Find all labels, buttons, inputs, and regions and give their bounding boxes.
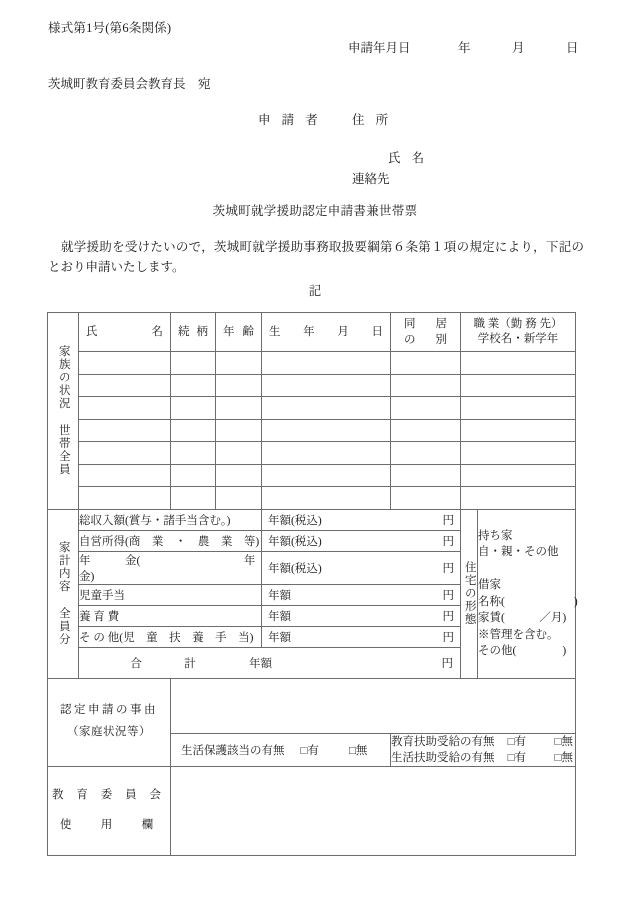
- housing-line-other[interactable]: その他( ): [478, 645, 567, 657]
- welfare-left-text: 生活保護該当の有無: [181, 744, 285, 757]
- cell-birthdate[interactable]: [262, 419, 391, 442]
- header-cohab-4: 別: [435, 333, 447, 346]
- income-label-gross: 総収入額(賞与・諸手当含む。): [79, 509, 262, 530]
- cell-occupation[interactable]: [461, 352, 576, 375]
- cell-occupation[interactable]: [461, 397, 576, 420]
- header-birth-3: 月: [337, 325, 349, 338]
- cell-cohabitation[interactable]: [391, 442, 461, 465]
- cell-age[interactable]: [216, 464, 262, 487]
- cell-name[interactable]: [79, 464, 171, 487]
- income-row: [48, 509, 576, 530]
- income-amount-gross[interactable]: [262, 509, 461, 530]
- committee-input-area[interactable]: [171, 766, 576, 855]
- cell-age[interactable]: [216, 487, 262, 510]
- income-amount-label: 年額(税込): [268, 514, 322, 527]
- family-row[interactable]: [48, 419, 576, 442]
- income-unit: 円: [442, 610, 454, 623]
- cell-relation[interactable]: [171, 419, 216, 442]
- income-unit: 円: [442, 589, 454, 602]
- cell-name[interactable]: [79, 397, 171, 420]
- income-label-other: そ の 他(児 童 扶 養 手 当): [79, 626, 262, 647]
- committee-label-cell: [48, 766, 171, 855]
- income-label-child-allowance: 児童手当: [79, 584, 262, 605]
- housing-line-owned: 持ち家: [478, 529, 513, 542]
- header-age-left: 年: [223, 325, 235, 338]
- header-cohab-3: の: [404, 333, 416, 346]
- income-amount-child-allowance[interactable]: [262, 584, 461, 605]
- income-unit: 円: [442, 562, 454, 575]
- reason-label-cell: [48, 678, 171, 766]
- column-header-cohabitation: [391, 313, 461, 352]
- applicant-name-label: 氏 名: [388, 151, 429, 165]
- welfare-right-living-no[interactable]: □無: [554, 751, 573, 764]
- application-date-year: 年: [458, 41, 471, 55]
- cell-relation[interactable]: [171, 464, 216, 487]
- committee-label-line1: 教 育 委 員 会: [52, 788, 166, 801]
- cell-age[interactable]: [216, 397, 262, 420]
- header-name-left: 氏: [86, 325, 98, 338]
- application-date-day: 日: [566, 41, 579, 55]
- column-header-name: [79, 313, 171, 352]
- cell-occupation[interactable]: [461, 487, 576, 510]
- cell-name[interactable]: [79, 442, 171, 465]
- cell-occupation[interactable]: [461, 419, 576, 442]
- income-amount-child-support[interactable]: [262, 605, 461, 626]
- column-header-age: [216, 313, 262, 352]
- column-header-occupation: [461, 313, 576, 352]
- reason-input-area[interactable]: [171, 678, 576, 733]
- housing-line-rental-name[interactable]: 名称( ): [478, 595, 578, 608]
- cell-birthdate[interactable]: [262, 352, 391, 375]
- reason-row: [48, 678, 576, 733]
- cell-occupation[interactable]: [461, 464, 576, 487]
- header-age-right: 齢: [242, 325, 254, 338]
- cell-cohabitation[interactable]: [391, 397, 461, 420]
- cell-relation[interactable]: [171, 397, 216, 420]
- cell-name[interactable]: [79, 487, 171, 510]
- column-header-relation: [171, 313, 216, 352]
- cell-age[interactable]: [216, 352, 262, 375]
- header-occupation-line1: 職 業（勤 務 先）: [473, 318, 563, 331]
- applicant-label: 申 請 者: [258, 113, 322, 127]
- family-row[interactable]: [48, 464, 576, 487]
- housing-line-rent[interactable]: 家賃( ／月): [478, 612, 567, 624]
- income-unit: 円: [442, 631, 454, 644]
- welfare-right-text-living: 生活扶助受給の有無: [391, 751, 495, 764]
- income-label-pension[interactable]: 年 金( 年金): [79, 551, 262, 584]
- vertical-label-gap: [57, 593, 69, 607]
- header-birth-1: 生: [269, 325, 281, 338]
- income-amount-selfemployed[interactable]: [262, 530, 461, 551]
- document-title: 茨城町就学援助認定申請書兼世帯票: [212, 204, 418, 218]
- housing-line-owner-type: 自・親・その他: [478, 546, 559, 558]
- intro-paragraph: 就学援助を受けたいので，茨城町就学援助事務取扱要綱第６条第１項の規定により，下記のとおり申請いたします。: [48, 240, 584, 274]
- cell-occupation[interactable]: [461, 442, 576, 465]
- income-label-child-support: 養 育 費: [79, 605, 262, 626]
- income-unit: 円: [442, 535, 454, 548]
- family-row[interactable]: [48, 487, 576, 510]
- header-relation-right: 柄: [196, 325, 208, 338]
- family-row[interactable]: [48, 397, 576, 420]
- applicant-contact-label: 連絡先: [352, 172, 390, 186]
- applicant-address-label: 住 所: [352, 113, 393, 127]
- committee-label-line2: 使 用 欄: [59, 818, 159, 831]
- family-row[interactable]: [48, 442, 576, 465]
- income-amount-label: 年額(税込): [268, 535, 322, 548]
- application-table: [47, 312, 576, 856]
- welfare-right-education-yes[interactable]: □有: [507, 735, 527, 748]
- housing-options-cell[interactable]: [478, 509, 576, 678]
- family-row[interactable]: [48, 374, 576, 397]
- cell-birthdate[interactable]: [262, 487, 391, 510]
- cell-age[interactable]: [216, 419, 262, 442]
- cell-birthdate[interactable]: [262, 374, 391, 397]
- cell-cohabitation[interactable]: [391, 419, 461, 442]
- cell-relation[interactable]: [171, 487, 216, 510]
- welfare-left-cell[interactable]: [171, 733, 391, 766]
- cell-name[interactable]: [79, 419, 171, 442]
- income-vertical-label-1: 家計内容: [57, 541, 70, 593]
- welfare-right-cell[interactable]: [391, 733, 576, 766]
- cell-name[interactable]: [79, 352, 171, 375]
- cell-occupation[interactable]: [461, 374, 576, 397]
- cell-relation[interactable]: [171, 352, 216, 375]
- application-date-month: 月: [512, 41, 525, 55]
- cell-cohabitation[interactable]: [391, 487, 461, 510]
- cell-birthdate[interactable]: [262, 442, 391, 465]
- income-amount-label: 年額: [268, 631, 291, 644]
- income-vertical-label-2: 全員分: [57, 607, 70, 646]
- income-vertical-label-cell: [48, 509, 79, 678]
- form-number: 様式第1号(第6条関係): [48, 21, 172, 35]
- header-occupation-line2: 学校名・新学年: [477, 333, 559, 345]
- header-relation-left: 続: [178, 325, 190, 338]
- header-name-right: 名: [151, 325, 163, 338]
- welfare-left-checkbox-yes[interactable]: □有: [300, 744, 319, 757]
- reason-label-line2: （家庭状況等）: [67, 726, 151, 738]
- cell-cohabitation[interactable]: [391, 352, 461, 375]
- income-total-amount-label: 年額: [249, 657, 272, 670]
- welfare-right-line-education: [391, 734, 575, 750]
- header-cohab-2: 居: [435, 318, 447, 331]
- housing-line-rental: 借家: [478, 579, 501, 591]
- income-amount-pension[interactable]: [262, 551, 461, 584]
- cell-cohabitation[interactable]: [391, 374, 461, 397]
- family-vertical-label-2: 世帯全員: [57, 424, 70, 477]
- committee-row: [48, 766, 576, 855]
- cell-name[interactable]: [79, 374, 171, 397]
- cell-relation[interactable]: [171, 374, 216, 397]
- cell-birthdate[interactable]: [262, 464, 391, 487]
- welfare-right-text-education: 教育扶助受給の有無: [391, 735, 495, 748]
- income-total-cell[interactable]: [79, 647, 461, 678]
- column-header-birthdate: [262, 313, 391, 352]
- income-label-selfemployed: 自営所得(商 業 ・ 農 業 等): [79, 530, 262, 551]
- welfare-right-education-no[interactable]: □無: [554, 735, 573, 748]
- income-amount-other[interactable]: [262, 626, 461, 647]
- ki-mark: 記: [308, 284, 322, 298]
- cell-birthdate[interactable]: [262, 397, 391, 420]
- header-cohab-1: 同: [404, 318, 416, 331]
- income-amount-label: 年額: [268, 589, 291, 602]
- header-birth-4: 日: [371, 325, 383, 338]
- housing-vertical-label-cell: [461, 509, 478, 678]
- income-total-label: 合 計: [130, 657, 198, 670]
- addressee: 茨城町教育委員会教育長 宛: [48, 77, 211, 91]
- welfare-left-checkbox-no[interactable]: □無: [348, 744, 368, 757]
- vertical-label-gap: [57, 410, 69, 424]
- header-birth-2: 年: [303, 325, 315, 338]
- welfare-right-line-living: [391, 750, 575, 766]
- reason-label-line1: 認定申請の事由: [60, 704, 158, 717]
- income-unit: 円: [442, 514, 454, 527]
- cell-relation[interactable]: [171, 442, 216, 465]
- family-vertical-label-1: 家族の状況: [57, 345, 70, 411]
- cell-age[interactable]: [216, 374, 262, 397]
- cell-age[interactable]: [216, 442, 262, 465]
- application-date-label: 申請年月日: [348, 41, 411, 55]
- housing-line-spacer: [478, 561, 481, 578]
- housing-vertical-label: 住宅の形態: [463, 561, 476, 626]
- housing-line-note: ※管理を含む。: [478, 628, 559, 641]
- income-amount-label: 年額: [268, 610, 291, 623]
- family-vertical-label-cell: [48, 313, 79, 510]
- welfare-right-living-yes[interactable]: □有: [507, 751, 527, 764]
- family-header-row: [48, 313, 576, 352]
- family-row[interactable]: [48, 352, 576, 375]
- income-total-unit: 円: [441, 657, 453, 670]
- cell-cohabitation[interactable]: [391, 464, 461, 487]
- income-amount-label: 年額(税込): [268, 562, 322, 575]
